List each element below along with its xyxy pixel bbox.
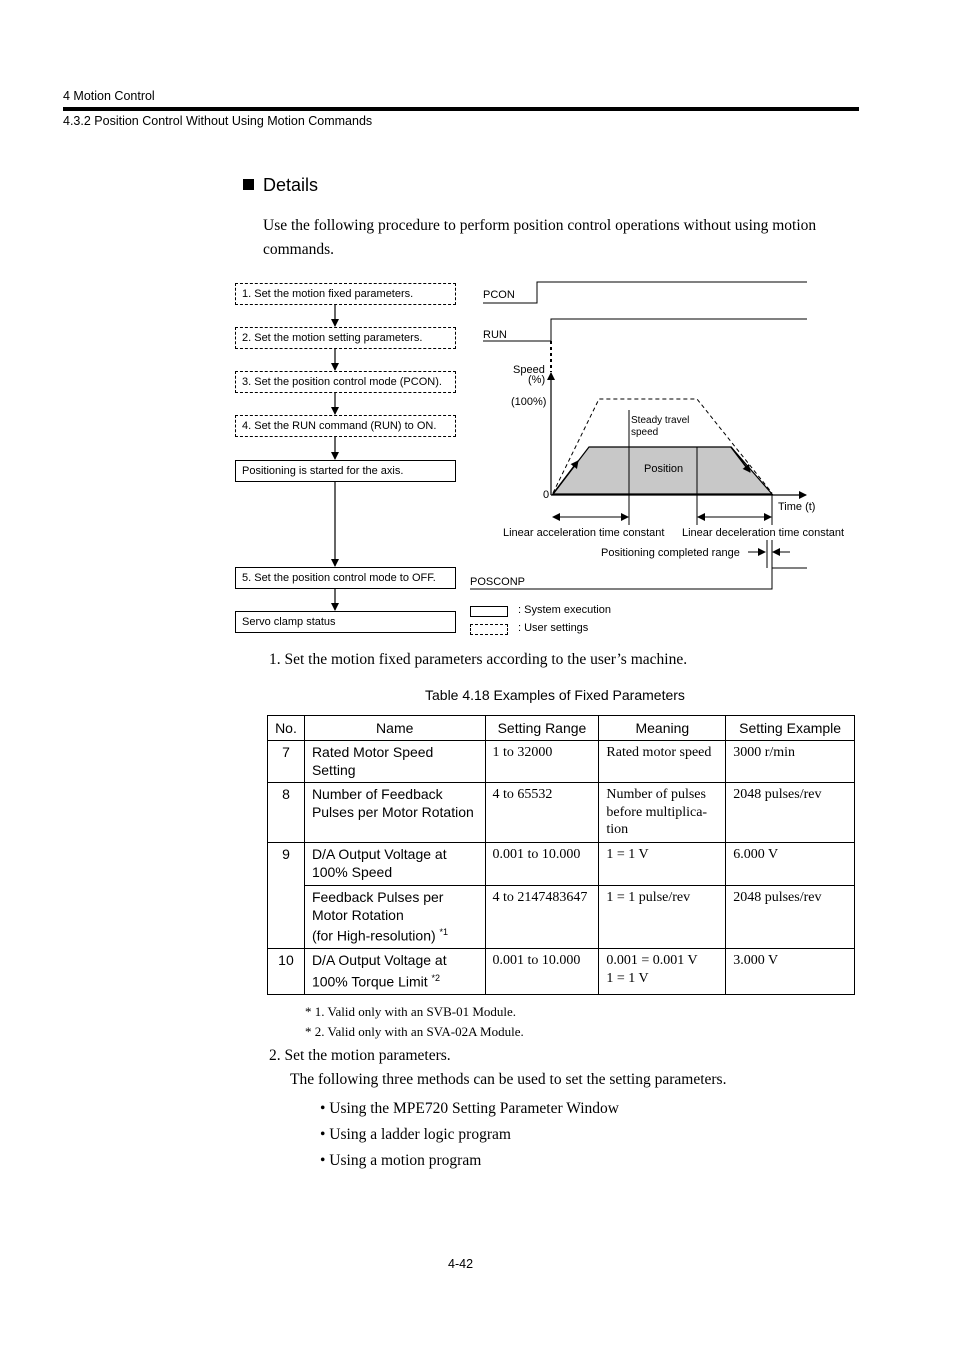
table-note-1: * 1. Valid only with an SVB-01 Module. <box>305 1004 517 1019</box>
row-no: 7 <box>268 741 305 783</box>
row-example: 3000 r/min <box>726 741 855 783</box>
row-range: 0.001 to 10.000 <box>485 843 599 886</box>
legend-system-swatch <box>470 606 508 617</box>
col-name: Name <box>304 716 485 741</box>
table-row <box>268 741 855 783</box>
step-1: 1. Set the motion fixed parameters according to the user’s machine. <box>269 651 688 668</box>
section-title-text: Details <box>263 175 319 195</box>
col-meaning: Meaning <box>599 716 726 741</box>
run-signal <box>483 319 807 341</box>
row-example: 6.000 V <box>726 843 855 886</box>
row-name: D/A Output Voltage at 100% Speed <box>304 843 485 886</box>
row-meaning: 1 = 1 pulse/rev <box>599 886 726 949</box>
fixed-parameters-table <box>267 715 855 995</box>
origin-label: 0 <box>543 489 550 501</box>
col-no: No. <box>268 716 305 741</box>
steady-label-2: speed <box>631 427 659 438</box>
flow-step-1: 1. Set the motion fixed parameters. <box>235 283 456 305</box>
flow-step-3: 3. Set the position control mode (PCON). <box>235 371 456 393</box>
table-row <box>268 886 855 949</box>
hundred-percent-label: (100%) <box>511 396 547 408</box>
time-axis-label: Time (t) <box>778 501 816 513</box>
row-range: 4 to 65532 <box>485 783 599 843</box>
section-header: 4.3.2 Position Control Without Using Motion Commands <box>63 114 373 128</box>
table-note-2: * 2. Valid only with an SVA-02A Module. <box>305 1024 524 1039</box>
run-label: RUN <box>483 329 507 341</box>
row-example: 2048 pulses/rev <box>726 783 855 843</box>
position-label: Position <box>644 463 684 475</box>
row-example: 2048 pulses/rev <box>726 886 855 949</box>
speed-axis-label: Speed <box>513 364 545 376</box>
flow-step-4: 4. Set the RUN command (RUN) to ON. <box>235 415 456 437</box>
step-2-title: 2. Set the motion parameters. <box>269 1047 451 1064</box>
row-meaning: Rated motor speed <box>599 741 726 783</box>
row-meaning: 1 = 1 V <box>599 843 726 886</box>
decel-time-label: Linear deceleration time constant <box>682 527 845 539</box>
page-number: 4-42 <box>448 1257 474 1271</box>
row-no: 9 <box>268 843 305 949</box>
row-range: 4 to 2147483647 <box>485 886 599 949</box>
col-example: Setting Example <box>726 716 855 741</box>
row-range: 0.001 to 10.000 <box>485 949 599 995</box>
row-range: 1 to 32000 <box>485 741 599 783</box>
steady-label-1: Steady travel <box>631 415 690 426</box>
table-row <box>268 949 855 995</box>
intro-paragraph: Use the following procedure to perform position control operations without using motion commands. <box>263 217 817 258</box>
flow-step-5: 5. Set the position control mode to OFF. <box>235 567 456 589</box>
legend-user-label: : User settings <box>518 622 589 634</box>
legend-system-label: : System execution <box>518 604 611 616</box>
posconp-label: POSCONP <box>470 576 526 588</box>
pcon-signal <box>483 282 807 303</box>
legend-user-swatch <box>470 624 508 635</box>
speed-percent-label: (%) <box>528 374 546 386</box>
row-meaning: 0.001 = 0.001 V 1 = 1 V <box>599 949 726 995</box>
step-2-desc: The following three methods can be used to set the setting parameters. <box>290 1071 727 1088</box>
row-no: 8 <box>268 783 305 843</box>
row-example: 3.000 V <box>726 949 855 995</box>
positioning-completed-label: Positioning completed range <box>601 547 740 559</box>
row-name: D/A Output Voltage at 100% Torque Limit $^{*2}$ <box>304 949 485 995</box>
row-no: 10 <box>268 949 305 995</box>
pcon-label: PCON <box>483 289 515 301</box>
flow-step-2: 2. Set the motion setting parameters. <box>235 327 456 349</box>
method-bullet: • Using the MPE720 Setting Parameter Window <box>320 1100 619 1117</box>
flow-servo-clamp: Servo clamp status <box>235 611 456 633</box>
row-name: Feedback Pulses per Motor Rotation (for High-resolution) $^{*1}$ <box>304 886 485 949</box>
method-bullet: • Using a ladder logic program <box>320 1126 511 1143</box>
row-name: Number of Feedback Pulses per Motor Rotation <box>304 783 485 843</box>
row-meaning: Number of pulses before multiplica- tion <box>599 783 726 843</box>
table-caption: Table 4.18 Examples of Fixed Parameters <box>425 687 685 703</box>
accel-time-label: Linear acceleration time constant <box>503 527 665 539</box>
flow-positioning-started: Positioning is started for the axis. <box>235 460 456 482</box>
chapter-header: 4 Motion Control <box>63 89 155 103</box>
table-row <box>268 783 855 843</box>
row-name: Rated Motor Speed Setting <box>304 741 485 783</box>
col-range: Setting Range <box>485 716 599 741</box>
table-row <box>268 843 855 886</box>
method-bullet: • Using a motion program <box>320 1152 482 1169</box>
procedure-diagram <box>0 0 954 660</box>
